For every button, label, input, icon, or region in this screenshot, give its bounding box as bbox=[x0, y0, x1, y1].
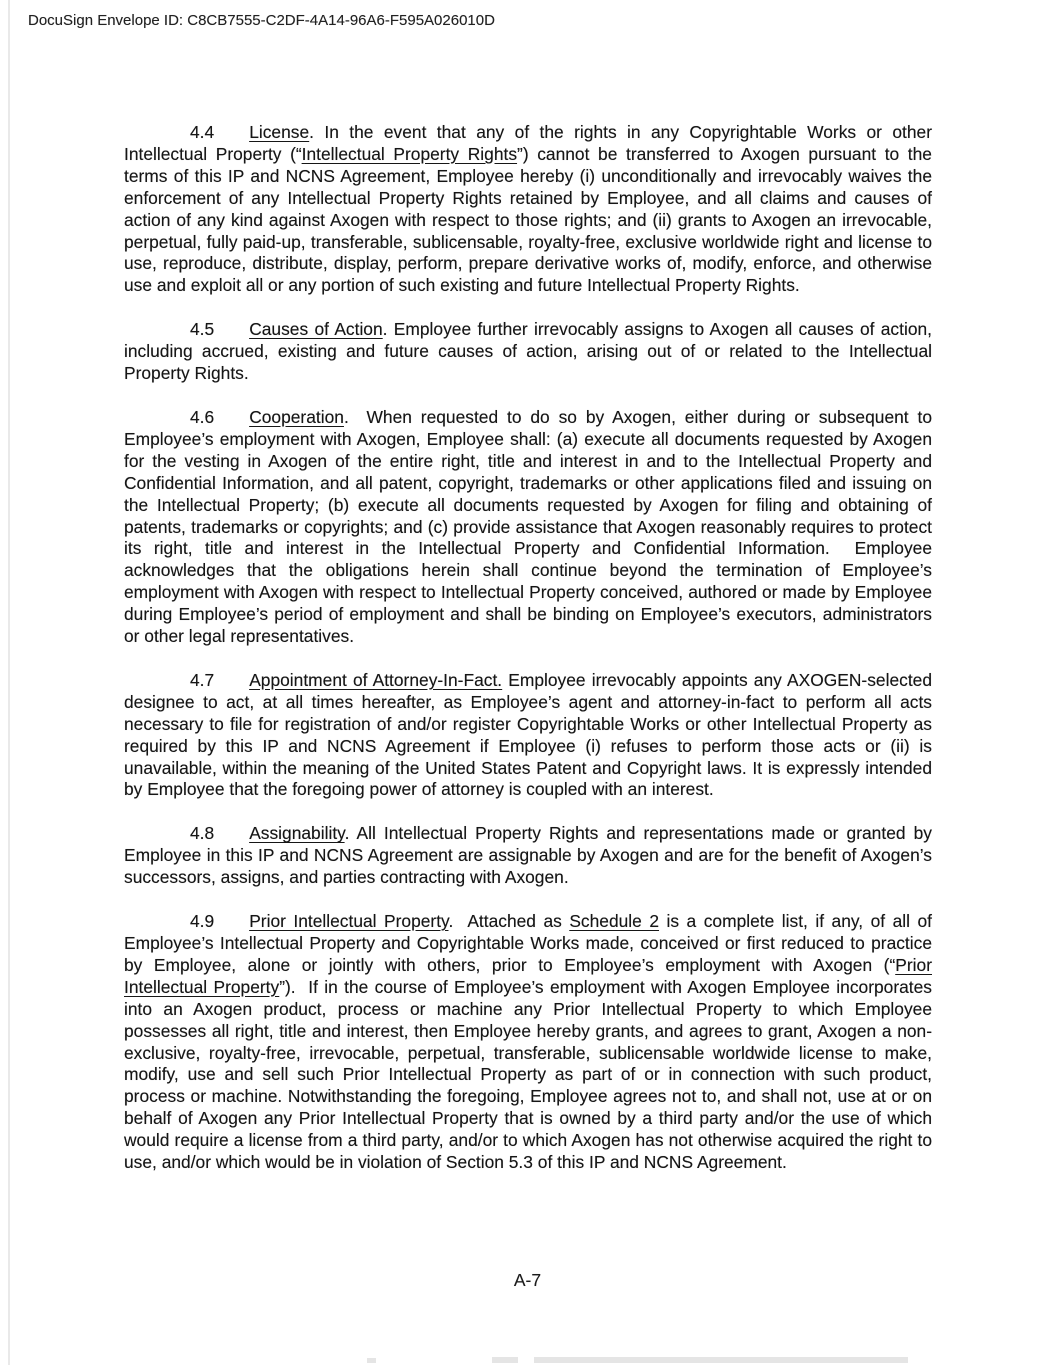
underlined-term: Assignability bbox=[249, 823, 345, 844]
paragraph-4-5 bbox=[124, 319, 932, 385]
underlined-term: Schedule 2 bbox=[569, 911, 660, 932]
body-text: ”). If in the course of Employee’s employment with Axogen Employee incorporates into an Axogen product, process or machine any Prior Intellectual Property to which Employee possesses all right, title and interest, then Employee hereby grants, and agrees to grant, Axogen a non-exclusive, royalty-free, irrevocable, perpetual, transferable, sublicensable worldwide license to make, modify, use and sell such Prior Intellectual Property as part of or in connection with such product, process or machine. Notwithstanding the foregoing, Employee agrees not to, and shall not, use at or on behalf of Axogen any Prior Intellectual Property that is owned by a third party and/or the use of which would require a license from a third party, and/or to which Axogen has not otherwise acquired the right to use, and/or which would be in violation of Section 5.3 of this IP and NCNS Agreement. bbox=[124, 976, 932, 1173]
body-text: 4.4 bbox=[190, 122, 215, 142]
scan-edge-artifact bbox=[8, 0, 10, 1365]
body-text: 4.6 bbox=[190, 406, 215, 427]
body-text: 4.5 bbox=[190, 319, 215, 340]
body-text: . Attached as bbox=[448, 911, 570, 932]
paragraph-4-6 bbox=[124, 407, 932, 648]
scan-artifact-dot bbox=[367, 1358, 376, 1363]
paragraph-4-8 bbox=[124, 823, 932, 889]
body-text: ”) cannot be transferred to Axogen pursuant to the terms of this IP and NCNS Agreement, Employee hereby (i) unconditionally and irrevocably waives the enforcement of any Intellectual Property Rights retained by Employee, and all claims and causes of action of any kind against Axogen with respect to those rights; and (ii) grants to Axogen an irrevocable, perpetual, fully paid-up, transferable, sublicensable, royalty-free, exclusive worldwide right and license to use, reproduce, distribute, display, perform, prepare derivative works of, modify, enforce, and otherwise use and exploit all or any portion of such existing and future Intellectual Property Rights. bbox=[124, 143, 932, 296]
body-text: is a complete list, if any, of all of Employee’s Intellectual Property and Copyrightable Works made, conceived or first reduced to practice by Employee, alone or jointly with others, prior to Employee’s employment with Axogen (“ bbox=[124, 911, 932, 975]
underlined-term: Causes of Action bbox=[249, 319, 383, 340]
underlined-term: Cooperation bbox=[249, 406, 344, 427]
docusign-envelope-id: DocuSign Envelope ID: C8CB7555-C2DF-4A14-96A6-F595A026010D bbox=[28, 12, 495, 29]
underlined-term: Intellectual Property Rights bbox=[301, 143, 518, 164]
body-text: . Employee further irrevocably assigns to Axogen all causes of action, including accrued, existing and future causes of action, arising out of or related to the Intellectual Property Rights. bbox=[124, 319, 932, 384]
body-text: 4.7 bbox=[190, 669, 215, 690]
underlined-term: Appointment of Attorney-In-Fact. bbox=[249, 669, 503, 690]
paragraph-4-7 bbox=[124, 670, 932, 801]
scan-artifact-bar bbox=[492, 1357, 518, 1363]
body-text: 4.9 bbox=[190, 911, 215, 932]
underlined-term: Prior Intellectual Property bbox=[124, 954, 932, 997]
underlined-term: Prior Intellectual Property bbox=[249, 911, 449, 932]
body-text: . In the event that any of the rights in any Copyrightable Works or other Intellectual Property (“ bbox=[124, 122, 932, 164]
scan-artifact-bar bbox=[534, 1357, 908, 1363]
body-text: 4.8 bbox=[190, 823, 215, 844]
underlined-term: License bbox=[249, 122, 310, 142]
paragraph-4-4 bbox=[124, 122, 932, 297]
page-number: A-7 bbox=[513, 1270, 542, 1290]
paragraph-4-9 bbox=[124, 911, 932, 1174]
body-text: Employee irrevocably appoints any AXOGEN-selected designee to act, at all times hereafter, as Employee’s agent and attorney-in-fact to perform all acts necessary to file for registration of and/or register Copyrightable Works or other Intellectual Property as required by this IP and NCNS Agreement if Employee (i) refuses to perform those acts or (ii) is unavailable, within the meaning of the United States Patent and Copyright laws. It is expressly intended by Employee that the foregoing power of attorney is coupled with an interest. bbox=[124, 669, 932, 800]
body-text: . When requested to do so by Axogen, either during or subsequent to Employee’s employment with Axogen, Employee shall: (a) execute all documents requested by Axogen for the vesting in Axogen of the entire right, title and interest in and to the Intellectual Property and Confidential Information, and all patent, copyright, trademarks or other applications filed and issuing on the Intellectual Property; (b) execute all documents requested by Axogen for filing and obtaining of patents, trademarks or copyrights; and (c) provide assistance that Axogen reasonably requires to protect its right, title and interest in the Intellectual Property and Confidential Information. Employee acknowledges that the obligations herein shall continue beyond the termination of Employee’s employment with Axogen with respect to Intellectual Property conceived, authored or made by Employee during Employee’s period of employment and shall be binding on Employee’s executors, administrators or other legal representatives. bbox=[124, 406, 932, 647]
document-paragraphs bbox=[124, 122, 932, 1196]
body-text: . All Intellectual Property Rights and representations made or granted by Employee in this IP and NCNS Agreement are assignable by Axogen and are for the benefit of Axogen’s successors, assigns, and parties contracting with Axogen. bbox=[124, 823, 932, 888]
